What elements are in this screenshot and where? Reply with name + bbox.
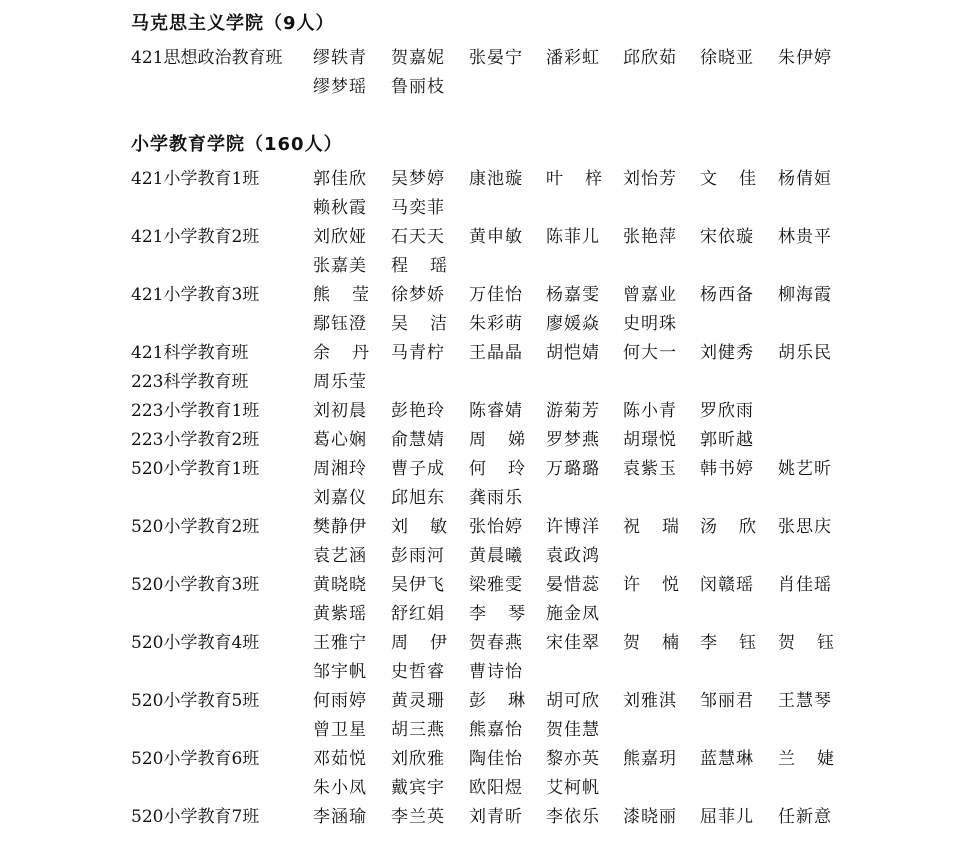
student-name: 艾柯帆	[546, 778, 600, 798]
student-name: 刘青昕	[469, 807, 523, 827]
student-name	[313, 282, 369, 308]
student-name: 陈睿婧	[469, 401, 523, 421]
name-part: 钰	[817, 633, 834, 653]
student-name: 曹诗怡	[469, 662, 523, 682]
student-name: 邱旭东	[391, 488, 445, 508]
student-name: 刘初晨	[313, 401, 367, 421]
student-name	[778, 630, 834, 656]
student-name: 朱小凤	[313, 778, 367, 798]
student-name: 徐晓亚	[700, 48, 754, 68]
student-name: 胡恺婧	[546, 343, 600, 363]
class-row	[0, 572, 958, 598]
class-row	[0, 369, 958, 395]
student-name	[391, 311, 447, 337]
student-name	[391, 253, 447, 279]
student-name: 邓茹悦	[313, 749, 367, 769]
student-name: 彭雨河	[391, 546, 445, 566]
student-name: 吴伊飞	[391, 575, 445, 595]
class-name: 223科学教育班	[131, 372, 249, 392]
student-name	[623, 630, 679, 656]
student-name: 姚艺昕	[778, 459, 832, 479]
student-name: 刘怡芳	[623, 169, 677, 189]
class-row	[0, 456, 958, 482]
class-row	[0, 340, 958, 366]
student-name: 杨嘉雯	[546, 285, 600, 305]
class-row	[0, 74, 958, 100]
class-row	[0, 688, 958, 714]
section-heading: 小学教育学院（160人）	[131, 134, 343, 155]
student-name: 张思庆	[778, 517, 832, 537]
student-name: 廖媛焱	[546, 314, 600, 334]
student-name: 晏惜蕊	[546, 575, 600, 595]
student-name	[700, 514, 756, 540]
class-row	[0, 282, 958, 308]
name-part: 叶	[546, 169, 563, 189]
student-name: 曹子成	[391, 459, 445, 479]
class-name: 421小学教育3班	[131, 285, 260, 305]
class-row	[0, 45, 958, 71]
student-name: 施金凤	[546, 604, 600, 624]
student-name: 李涵瑜	[313, 807, 367, 827]
name-part: 李	[700, 633, 717, 653]
student-name: 戴宾宇	[391, 778, 445, 798]
student-name: 屈菲儿	[700, 807, 754, 827]
name-part: 敏	[430, 517, 447, 537]
student-name: 朱彩萌	[469, 314, 523, 334]
student-name: 康池璇	[469, 169, 523, 189]
name-part: 何	[469, 459, 486, 479]
class-row	[0, 746, 958, 772]
student-name: 袁艺涵	[313, 546, 367, 566]
student-name: 熊嘉怡	[469, 720, 523, 740]
class-row	[0, 224, 958, 250]
student-name: 陶佳怡	[469, 749, 523, 769]
student-name: 鲁丽枝	[391, 77, 445, 97]
student-name: 舒红娟	[391, 604, 445, 624]
name-part: 熊	[313, 285, 330, 305]
student-name: 缪梦瑶	[313, 77, 367, 97]
class-name: 520小学教育2班	[131, 517, 260, 537]
student-name: 许博洋	[546, 517, 600, 537]
name-part: 周	[391, 633, 408, 653]
class-name: 520小学教育1班	[131, 459, 260, 479]
name-part: 欣	[739, 517, 756, 537]
name-part: 贺	[623, 633, 640, 653]
student-name: 陈菲儿	[546, 227, 600, 247]
student-name: 漆晓丽	[623, 807, 677, 827]
name-part: 刘	[391, 517, 408, 537]
student-name: 邹丽君	[700, 691, 754, 711]
student-name: 黄紫瑶	[313, 604, 367, 624]
class-name: 520小学教育3班	[131, 575, 260, 595]
student-name: 万璐璐	[546, 459, 600, 479]
student-name: 李依乐	[546, 807, 600, 827]
class-name: 421科学教育班	[131, 343, 249, 363]
student-name: 张怡婷	[469, 517, 523, 537]
name-part: 吴	[391, 314, 408, 334]
student-name: 缪轶青	[313, 48, 367, 68]
name-part: 余	[313, 343, 330, 363]
name-part: 周	[469, 430, 486, 450]
student-name: 葛心娴	[313, 430, 367, 450]
student-name: 潘彩虹	[546, 48, 600, 68]
student-name: 石天天	[391, 227, 445, 247]
student-name: 王雅宁	[313, 633, 367, 653]
class-row	[0, 398, 958, 424]
student-name: 张嘉美	[313, 256, 367, 276]
name-part: 莹	[352, 285, 369, 305]
student-name: 周乐莹	[313, 372, 367, 392]
student-name: 游菊芳	[546, 401, 600, 421]
student-name: 胡可欣	[546, 691, 600, 711]
student-name: 李兰英	[391, 807, 445, 827]
student-name	[391, 630, 447, 656]
student-name	[469, 601, 525, 627]
name-part: 文	[700, 169, 717, 189]
student-name: 王晶晶	[469, 343, 523, 363]
class-name: 520小学教育7班	[131, 807, 260, 827]
student-name: 黎亦英	[546, 749, 600, 769]
student-name: 袁政鸿	[546, 546, 600, 566]
student-name: 熊嘉玥	[623, 749, 677, 769]
student-name	[700, 630, 756, 656]
student-name: 梁雅雯	[469, 575, 523, 595]
student-name: 周湘玲	[313, 459, 367, 479]
class-name: 223小学教育1班	[131, 401, 260, 421]
class-row	[0, 427, 958, 453]
student-name	[546, 166, 602, 192]
student-name: 邱欣茹	[623, 48, 677, 68]
name-part: 许	[623, 575, 640, 595]
student-name: 罗梦燕	[546, 430, 600, 450]
student-name: 任新意	[778, 807, 832, 827]
name-part: 梓	[585, 169, 602, 189]
student-name	[391, 514, 447, 540]
student-name: 俞慧婧	[391, 430, 445, 450]
class-name: 520小学教育4班	[131, 633, 260, 653]
student-name: 肖佳瑶	[778, 575, 832, 595]
student-name: 贺嘉妮	[391, 48, 445, 68]
student-name: 刘欣雅	[391, 749, 445, 769]
student-name: 鄢钰澄	[313, 314, 367, 334]
student-name: 龚雨乐	[469, 488, 523, 508]
class-name: 421思想政治教育班	[131, 48, 283, 68]
student-name: 刘欣娅	[313, 227, 367, 247]
class-name: 223小学教育2班	[131, 430, 260, 450]
class-name: 421小学教育2班	[131, 227, 260, 247]
student-name: 史哲睿	[391, 662, 445, 682]
student-name: 闵赣瑶	[700, 575, 754, 595]
student-name	[778, 746, 834, 772]
student-name: 韩书婷	[700, 459, 754, 479]
student-name: 郭昕越	[700, 430, 754, 450]
name-part: 汤	[700, 517, 717, 537]
student-name	[623, 572, 679, 598]
student-name	[623, 514, 679, 540]
student-name: 罗欣雨	[700, 401, 754, 421]
student-name: 林贵平	[778, 227, 832, 247]
student-name: 邹宇帆	[313, 662, 367, 682]
student-name: 刘嘉仪	[313, 488, 367, 508]
student-name: 刘雅淇	[623, 691, 677, 711]
student-name: 杨西备	[700, 285, 754, 305]
name-part: 贺	[778, 633, 795, 653]
student-name	[313, 340, 369, 366]
class-row	[0, 311, 958, 337]
name-part: 李	[469, 604, 486, 624]
student-name: 吴梦婷	[391, 169, 445, 189]
class-row	[0, 601, 958, 627]
class-row	[0, 253, 958, 279]
student-name: 刘健秀	[700, 343, 754, 363]
name-part: 婕	[817, 749, 834, 769]
student-name: 徐梦娇	[391, 285, 445, 305]
class-row	[0, 659, 958, 685]
student-name: 何大一	[623, 343, 677, 363]
name-part: 瑞	[662, 517, 679, 537]
name-part: 程	[391, 256, 408, 276]
student-name: 陈小青	[623, 401, 677, 421]
student-name	[469, 456, 525, 482]
student-name: 郭佳欣	[313, 169, 367, 189]
student-name: 柳海霞	[778, 285, 832, 305]
class-row	[0, 775, 958, 801]
class-name: 421小学教育1班	[131, 169, 260, 189]
student-name: 贺春燕	[469, 633, 523, 653]
name-part: 兰	[778, 749, 795, 769]
student-name: 马奕菲	[391, 198, 445, 218]
student-name: 何雨婷	[313, 691, 367, 711]
name-part: 琳	[508, 691, 525, 711]
name-part: 丹	[352, 343, 369, 363]
student-name: 朱伊婷	[778, 48, 832, 68]
class-row	[0, 485, 958, 511]
student-name	[469, 688, 525, 714]
student-name: 袁紫玉	[623, 459, 677, 479]
student-name: 万佳怡	[469, 285, 523, 305]
section-heading: 马克思主义学院（9人）	[131, 13, 335, 34]
student-name: 蓝慧琳	[700, 749, 754, 769]
student-name: 马青柠	[391, 343, 445, 363]
name-part: 琴	[508, 604, 525, 624]
class-name: 520小学教育5班	[131, 691, 260, 711]
name-part: 佳	[739, 169, 756, 189]
student-name: 史明珠	[623, 314, 677, 334]
name-part: 祝	[623, 517, 640, 537]
student-name: 黄晓晓	[313, 575, 367, 595]
student-name: 樊静伊	[313, 517, 367, 537]
class-row	[0, 717, 958, 743]
class-row	[0, 543, 958, 569]
class-row	[0, 166, 958, 192]
student-name: 胡三燕	[391, 720, 445, 740]
student-name	[469, 427, 525, 453]
name-part: 洁	[430, 314, 447, 334]
student-name: 张艳萍	[623, 227, 677, 247]
student-name	[700, 166, 756, 192]
student-name: 贺佳慧	[546, 720, 600, 740]
student-name: 胡乐民	[778, 343, 832, 363]
student-name: 欧阳煜	[469, 778, 523, 798]
name-part: 彭	[469, 691, 486, 711]
student-name: 彭艳玲	[391, 401, 445, 421]
name-part: 钰	[739, 633, 756, 653]
student-name: 黄灵珊	[391, 691, 445, 711]
class-row	[0, 630, 958, 656]
name-part: 悦	[662, 575, 679, 595]
student-name: 王慧琴	[778, 691, 832, 711]
class-name: 520小学教育6班	[131, 749, 260, 769]
name-part: 楠	[662, 633, 679, 653]
student-name: 胡璟悦	[623, 430, 677, 450]
name-part: 伊	[430, 633, 447, 653]
student-name: 黄申敏	[469, 227, 523, 247]
name-part: 瑶	[430, 256, 447, 276]
student-name: 曾嘉业	[623, 285, 677, 305]
student-name: 宋佳翠	[546, 633, 600, 653]
name-part: 玲	[508, 459, 525, 479]
student-name: 赖秋霞	[313, 198, 367, 218]
class-row	[0, 195, 958, 221]
student-name: 曾卫星	[313, 720, 367, 740]
class-row	[0, 804, 958, 830]
student-name: 黄晨曦	[469, 546, 523, 566]
class-row	[0, 514, 958, 540]
student-name: 张晏宁	[469, 48, 523, 68]
student-name: 杨倩姮	[778, 169, 832, 189]
student-name: 宋依璇	[700, 227, 754, 247]
name-part: 娣	[508, 430, 525, 450]
